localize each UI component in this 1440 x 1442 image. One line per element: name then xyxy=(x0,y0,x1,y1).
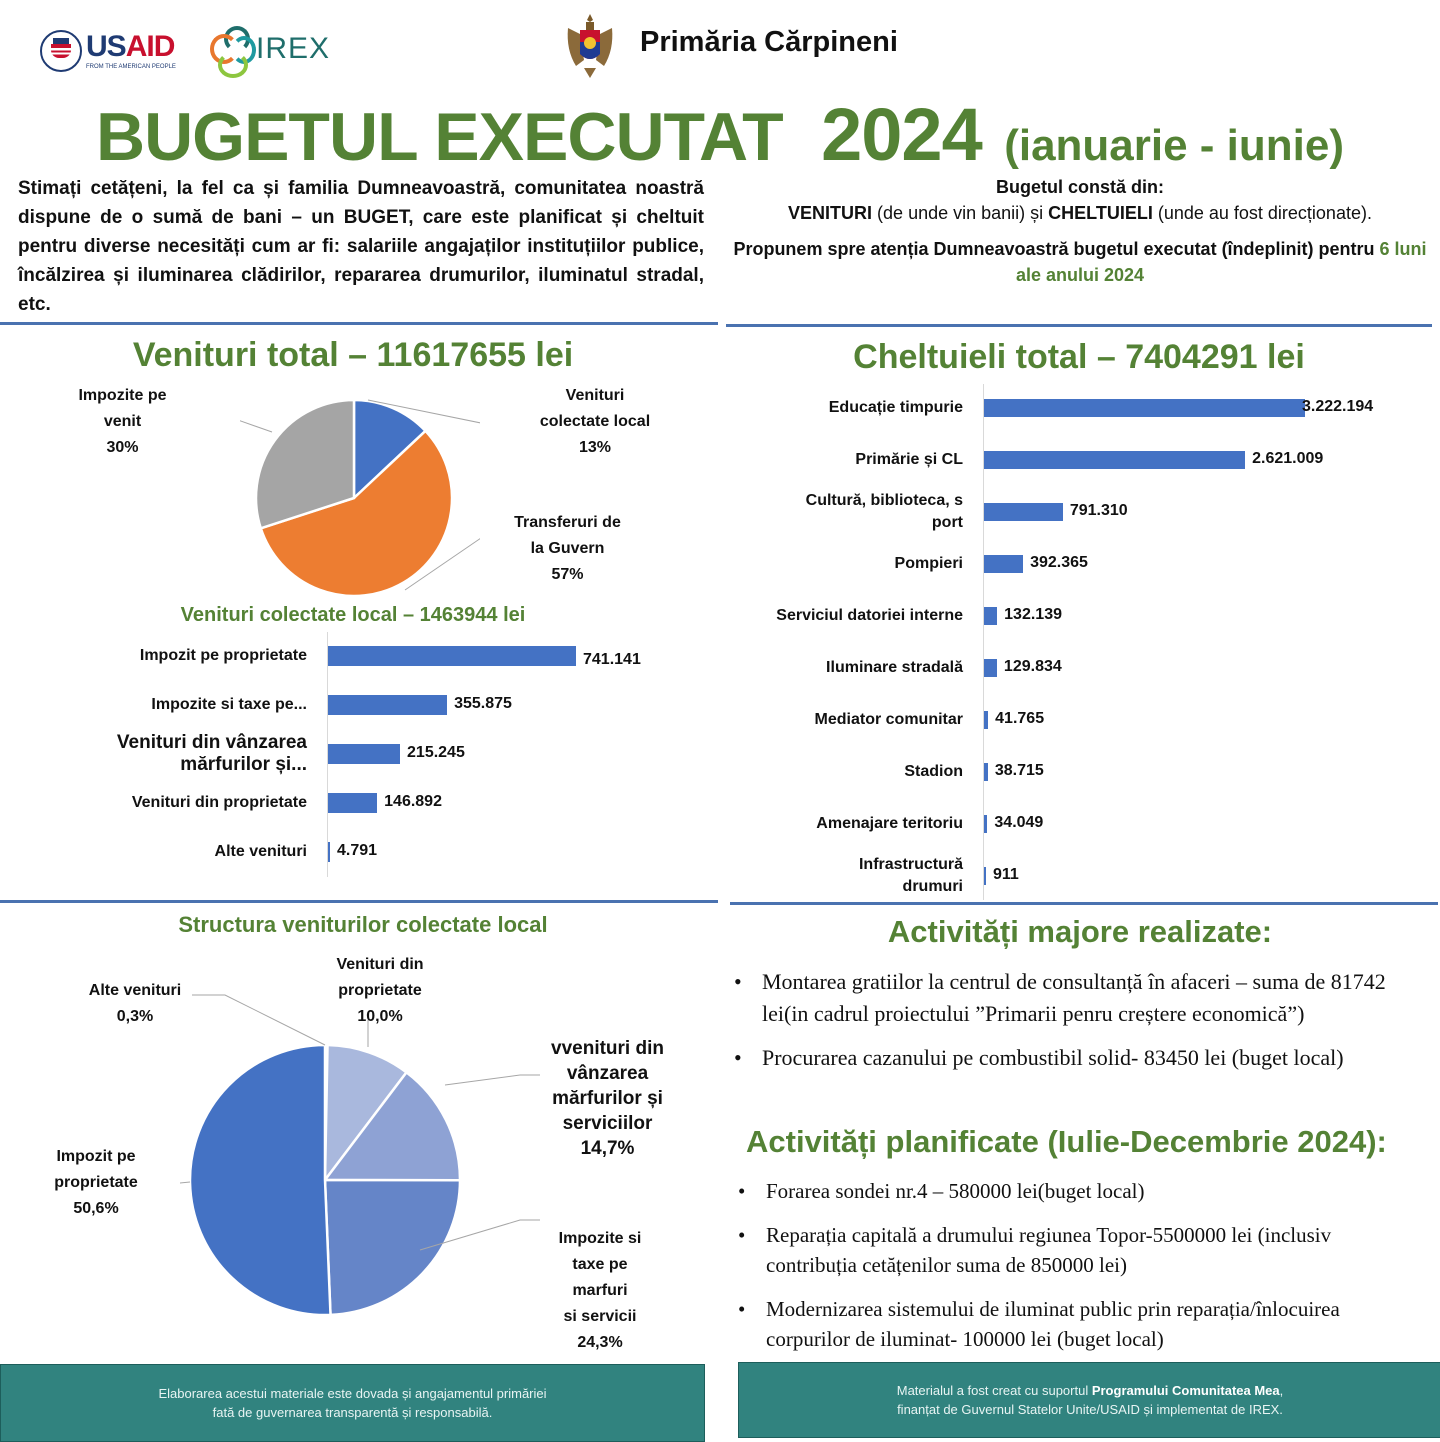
structura-title: Structura veniturilor colectate local xyxy=(178,912,548,937)
bar-value-label: 4.791 xyxy=(337,842,378,859)
label-line: colectate local xyxy=(539,413,651,430)
label-line: serviciilor xyxy=(562,1113,653,1134)
bar-category-label: Cultură, biblioteca, s port xyxy=(805,492,963,531)
footer-left-line: Elaborarea acestui materiale este dovada și angajamentul primăriei xyxy=(158,1386,547,1401)
bar-value-label: 392.365 xyxy=(1030,554,1088,571)
venituri-desc: (de unde vin banii) și xyxy=(872,203,1049,223)
label-value: 50,6% xyxy=(73,1200,119,1217)
bar-category-label: Serviciul datoriei interne xyxy=(776,607,963,624)
usaid-seal-icon xyxy=(40,30,82,72)
label-line: mărfurilor și xyxy=(552,1088,663,1109)
activity-done-item: • Procurarea cazanului pe combustibil solid- 83450 lei (buget local) xyxy=(732,1042,1422,1074)
budget-consists-label: Bugetul constă din: xyxy=(996,177,1164,197)
budget-composition xyxy=(730,200,1430,226)
title-year: 2024 xyxy=(821,93,982,176)
bar xyxy=(984,867,986,885)
venituri-total-title: Venituri total – 11617655 lei xyxy=(132,336,574,374)
label-line: si servicii xyxy=(563,1308,637,1325)
bar-category-label: Pompieri xyxy=(894,555,963,572)
pie2-label-vanzare xyxy=(530,1036,685,1161)
cheltuieli-keyword: CHELTUIELI xyxy=(1048,203,1153,223)
bar xyxy=(328,695,447,715)
bar-category-label: Impozite si taxe pe... xyxy=(151,696,307,713)
footer-right xyxy=(738,1362,1440,1438)
moldova-coat-of-arms-icon xyxy=(562,10,618,80)
org-name: Primăria Cărpineni xyxy=(640,26,898,58)
label-line: vvenituri din xyxy=(551,1038,664,1059)
separator-line xyxy=(0,900,718,903)
bar-category-label: Venituri din proprietate xyxy=(131,794,307,811)
bar xyxy=(328,842,330,862)
bar-category-label: Iluminare stradală xyxy=(826,659,963,676)
pie1-label-venituri-local xyxy=(520,383,670,461)
proposal-highlight: 6 luni ale anului 2024 xyxy=(1015,239,1427,285)
leader-line xyxy=(445,1075,540,1085)
venituri-total-pie xyxy=(240,385,480,610)
label-value: 14,7% xyxy=(580,1138,635,1159)
usaid-tagline: FROM THE AMERICAN PEOPLE xyxy=(86,64,176,70)
bar-value-label: 129.834 xyxy=(1003,658,1062,675)
label-line: Impozite pe xyxy=(78,387,167,404)
irex-mark-icon xyxy=(210,26,250,72)
bar xyxy=(984,711,988,729)
program-name: Programului Comunitatea Mea xyxy=(1091,1383,1280,1398)
venituri-keyword: VENITURI xyxy=(788,203,873,223)
bar-value-label: 911 xyxy=(993,866,1019,883)
bar-category-label: Infrastructură drumuri xyxy=(858,856,963,895)
label-line: Impozite si xyxy=(558,1230,642,1247)
bar-category-label: Stadion xyxy=(904,763,963,780)
bar xyxy=(984,399,1305,417)
label-line: Venituri din xyxy=(336,956,424,973)
separator-line xyxy=(730,902,1438,905)
bar-category-label: Primărie și CL xyxy=(855,451,963,468)
pie1-label-impozite-venit xyxy=(60,383,185,461)
label-line: la Guvern xyxy=(530,540,605,557)
label-line: Venituri xyxy=(565,387,625,404)
bar-value-label: 2.621.009 xyxy=(1252,450,1324,467)
activities-planned-title: Activități planificate (Iulie-Decembrie 2024): xyxy=(746,1124,1387,1159)
intro-text-right xyxy=(730,174,1430,288)
activity-planned-item: • Reparația capitală a drumului regiunea Topor-5500000 lei (inclusiv contribuția cetățenilor suma de 850000 lei) xyxy=(736,1220,1426,1280)
bar xyxy=(984,607,997,625)
pie2-label-alte xyxy=(70,978,200,1030)
bar xyxy=(984,815,987,833)
venituri-local-title: Venituri colectate local – 1463944 lei xyxy=(180,604,526,626)
label-line: Impozit pe xyxy=(56,1148,136,1165)
activities-done-title: Activități majore realizate: xyxy=(887,914,1273,949)
bar xyxy=(984,659,997,677)
label-line: Alte venituri xyxy=(88,982,182,999)
page-title xyxy=(0,92,1440,177)
footer-right-line: finanțat de Guvernul Statelor Unite/USAID și implementat de IREX. xyxy=(897,1402,1283,1417)
label-value: 24,3% xyxy=(577,1334,623,1351)
bar xyxy=(984,763,988,781)
irex-logo xyxy=(210,26,330,72)
activities-planned-list xyxy=(736,1176,1426,1354)
footer-text: Materialul a fost creat cu suportul xyxy=(896,1383,1092,1398)
bar-category-label: Impozit pe proprietate xyxy=(139,647,307,664)
bar-value-label: 38.715 xyxy=(994,762,1044,779)
bar-category-label: Amenajare teritoriu xyxy=(816,815,963,832)
proposal-text: Propunem spre atenția Dumneavoastră bugetul executat (îndeplinit) pentru xyxy=(733,239,1380,259)
label-value: 57% xyxy=(551,566,584,583)
activity-planned-item: • Forarea sondei nr.4 – 580000 lei(buget local) xyxy=(736,1176,1426,1206)
bar-value-label: 41.765 xyxy=(995,710,1045,727)
title-period: (ianuarie - iunie) xyxy=(1004,121,1345,170)
bar xyxy=(328,646,576,666)
leader-line xyxy=(192,995,325,1045)
pie-slice-impozit-pe-proprietate xyxy=(190,1045,331,1315)
title-main: BUGETUL EXECUTAT xyxy=(95,99,783,175)
bar xyxy=(984,451,1245,469)
pie2-label-proprietate xyxy=(310,952,450,1030)
bar-value-label: 132.139 xyxy=(1004,606,1062,623)
label-value: 10,0% xyxy=(357,1008,403,1025)
label-value: 13% xyxy=(578,439,612,456)
intro-text-left: Stimați cetățeni, la fel ca și familia Dumneavoastră, comunitatea noastră dispune de o sumă de bani – un BUGET, care este planificat și cheltuit pentru diverse necesități cum ar fi: salariile angajaților instituțiilor publice, încălzirea și iluminarea clădirilor, repararea drumurilor, iluminatul stradal, etc. xyxy=(18,178,704,315)
activities-done-list xyxy=(732,966,1422,1074)
usaid-logo xyxy=(40,28,190,74)
bar-category-label: Venituri din vânzarea mărfurilor și... xyxy=(116,732,307,775)
pie2-label-impozit xyxy=(36,1144,156,1222)
cheltuieli-total-title: Cheltuieli total – 7404291 lei xyxy=(853,338,1305,376)
bar-category-label: Mediator comunitar xyxy=(814,711,963,728)
bar-value-label: 3.222.194 xyxy=(1302,398,1374,415)
separator-line xyxy=(726,324,1432,327)
footer-right-line xyxy=(897,1381,1284,1400)
pie-slice-impozite-si-taxe-pe-marfuri-si-servicii xyxy=(325,1180,460,1315)
bar xyxy=(328,744,400,764)
cheltuieli-desc: (unde au fost direcționate). xyxy=(1152,203,1372,223)
label-value: 0,3% xyxy=(116,1008,154,1025)
bar-value-label: 215.245 xyxy=(407,744,465,761)
footer-text: , xyxy=(1279,1383,1284,1398)
label-line: proprietate xyxy=(54,1174,138,1191)
activity-done-item: • Montarea gratiilor la centrul de consultanță în afaceri – suma de 81742 lei(in cadrul proiectului ”Primarii penru creștere economică”) xyxy=(732,966,1422,1030)
label-line: venit xyxy=(103,413,142,430)
budget-proposal xyxy=(730,236,1430,288)
bar xyxy=(984,555,1023,573)
bar-value-label: 146.892 xyxy=(384,793,442,810)
bar-category-label: Alte venituri xyxy=(214,843,307,860)
label-line: vânzarea xyxy=(566,1063,649,1084)
irex-wordmark: IREX xyxy=(256,32,331,65)
usaid-wordmark: USAID xyxy=(86,30,175,63)
label-value: 30% xyxy=(106,439,139,456)
bar xyxy=(328,793,377,813)
label-line: proprietate xyxy=(338,982,422,999)
separator-line xyxy=(0,322,718,325)
bar-value-label: 34.049 xyxy=(994,814,1044,831)
label-line: Transferuri de xyxy=(514,514,621,531)
bar-value-label: 791.310 xyxy=(1069,502,1128,519)
bar xyxy=(984,503,1063,521)
bar-value-label: 741.141 xyxy=(583,651,641,668)
footer-left xyxy=(0,1364,705,1442)
activity-planned-item: • Modernizarea sistemului de iluminat public prin reparația/înlocuirea corpurilor de iluminat- 100000 lei (buget local) xyxy=(736,1294,1426,1354)
footer-left-line: fată de guvernarea transparentă și responsabilă. xyxy=(212,1405,493,1420)
leader-line xyxy=(180,1182,190,1185)
label-line: marfuri xyxy=(572,1282,628,1299)
pie2-label-taxe xyxy=(540,1226,660,1356)
bar-category-label: Educație timpurie xyxy=(828,399,963,416)
bar-value-label: 355.875 xyxy=(454,695,512,712)
label-line: taxe pe xyxy=(572,1256,628,1273)
leader-line xyxy=(240,405,272,432)
pie1-label-transferuri xyxy=(495,510,640,588)
